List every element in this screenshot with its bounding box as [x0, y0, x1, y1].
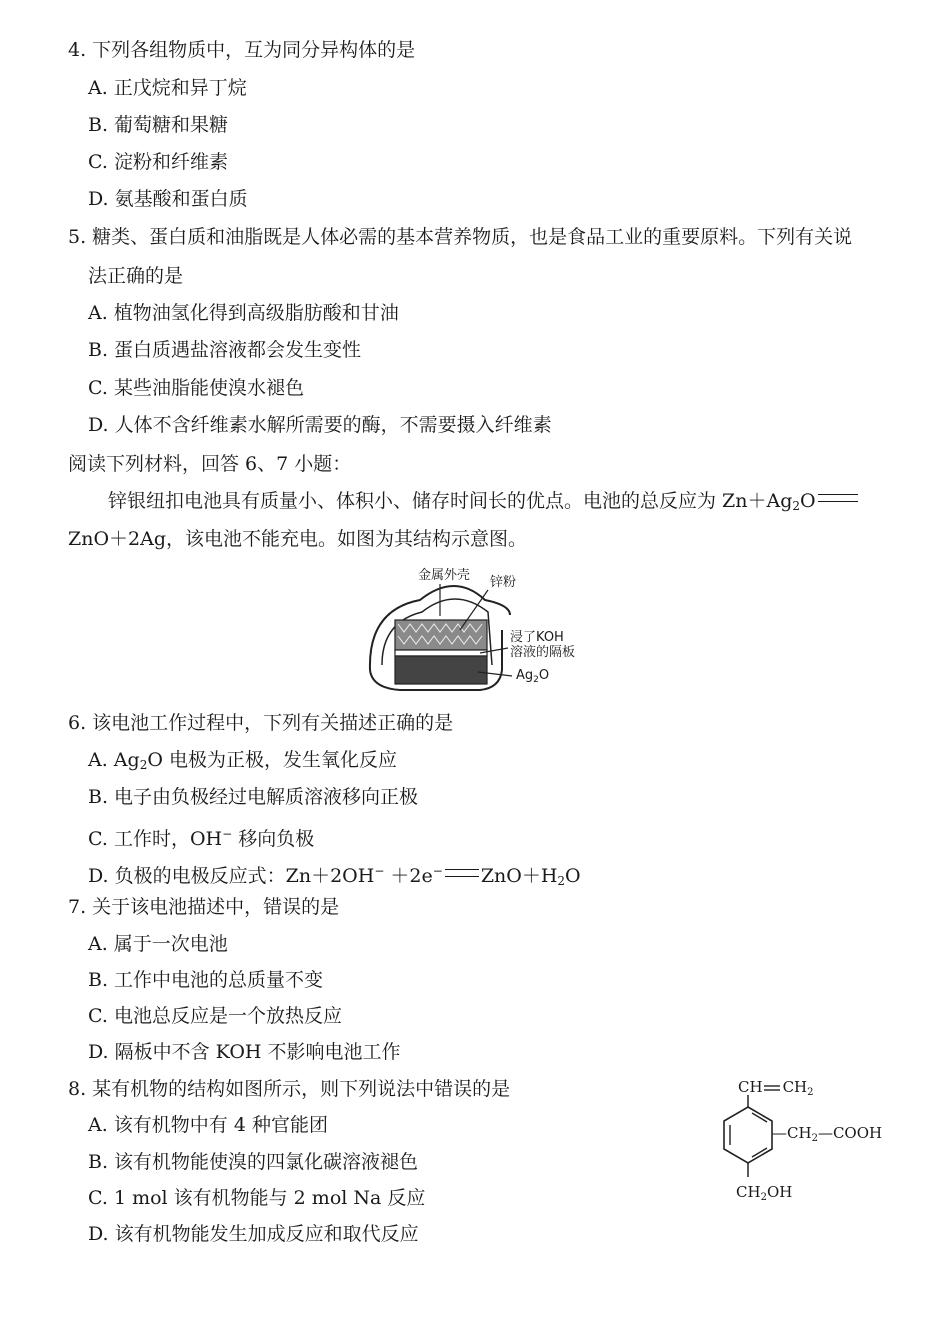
molecule-structure	[700, 1075, 900, 1210]
q8-option-b: B. 该有机物能使溴的四氯化碳溶液褪色	[88, 1151, 419, 1173]
q5-stem-line1: 5. 糖类、蛋白质和油脂既是人体必需的基本营养物质，也是食品工业的重要原料。下列有关说	[68, 226, 853, 248]
q6-stem: 6. 该电池工作过程中，下列有关描述正确的是	[68, 712, 454, 734]
q7-option-a: A. 属于一次电池	[88, 933, 228, 955]
q8-option-c: C. 1 mol 该有机物能与 2 mol Na 反应	[88, 1187, 426, 1209]
q8-option-a: A. 该有机物中有 4 种官能团	[88, 1114, 328, 1136]
material-paragraph-line2: ZnO＋2Ag，该电池不能充电。如图为其结构示意图。	[68, 528, 527, 550]
q8-stem: 8. 某有机物的结构如图所示，则下列说法中错误的是	[68, 1078, 511, 1100]
label-separator-line2: 溶液的隔板	[510, 645, 576, 660]
q4-option-a: A. 正戊烷和异丁烷	[88, 77, 247, 99]
q5-stem-line2: 法正确的是	[88, 265, 184, 287]
battery-structure-figure	[360, 560, 600, 695]
material-intro: 阅读下列材料，回答 6、7 小题：	[68, 453, 352, 475]
label-ag2o: $Ag_2O$	[516, 668, 550, 685]
q4-option-b: B. 葡萄糖和果糖	[88, 114, 229, 136]
material-text-end: O	[800, 490, 816, 512]
hydroxymethyl-group: $CH_2OH$	[736, 1183, 793, 1203]
subscript: 2	[792, 499, 801, 513]
q5-option-c: C. 某些油脂能使溴水褪色	[88, 377, 304, 399]
q5-option-b: B. 蛋白质遇盐溶液都会发生变性	[88, 339, 362, 361]
material-paragraph-line1	[108, 489, 860, 518]
q6-option-a: A. $Ag_2O$ 电极为正极，发生氧化反应	[88, 749, 397, 772]
equals-sign	[818, 494, 858, 502]
label-zinc-powder: 锌粉	[490, 575, 517, 590]
equals-sign	[445, 869, 479, 877]
acetic-acid-side-chain: $—CH_2—COOH$	[772, 1124, 883, 1144]
q4-option-d: D. 氨基酸和蛋白质	[88, 188, 248, 210]
vinyl-group: CH $CH_2$	[738, 1078, 814, 1098]
label-separator-line1: 浸了KOH	[510, 630, 564, 645]
q8-option-d: D. 该有机物能发生加成反应和取代反应	[88, 1223, 419, 1245]
q7-stem: 7. 关于该电池描述中，错误的是	[68, 896, 340, 918]
q4-stem: 4. 下列各组物质中，互为同分异构体的是	[68, 39, 416, 61]
q7-option-c: C. 电池总反应是一个放热反应	[88, 1005, 342, 1027]
q5-option-d: D. 人体不含纤维素水解所需要的酶，不需要摄入纤维素	[88, 414, 552, 436]
q4-option-c: C. 淀粉和纤维素	[88, 151, 228, 173]
q6-option-d: D. 负极的电极反应式：Zn＋2OH− ＋2e− $ZnO+H_2O$	[88, 864, 581, 888]
q6-option-b: B. 电子由负极经过电解质溶液移向正极	[88, 786, 419, 808]
battery-diagram	[360, 560, 600, 695]
q7-option-b: B. 工作中电池的总质量不变	[88, 969, 324, 991]
q6-option-c: C. 工作时，OH− 移向负极	[88, 827, 315, 850]
q5-option-a: A. 植物油氢化得到高级脂肪酸和甘油	[88, 302, 399, 324]
q7-option-d: D. 隔板中不含 KOH 不影响电池工作	[88, 1041, 401, 1063]
label-metal-shell: 金属外壳	[418, 568, 471, 583]
material-text: 锌银纽扣电池具有质量小、体积小、储存时间长的优点。电池的总反应为 Zn＋Ag	[108, 490, 793, 512]
